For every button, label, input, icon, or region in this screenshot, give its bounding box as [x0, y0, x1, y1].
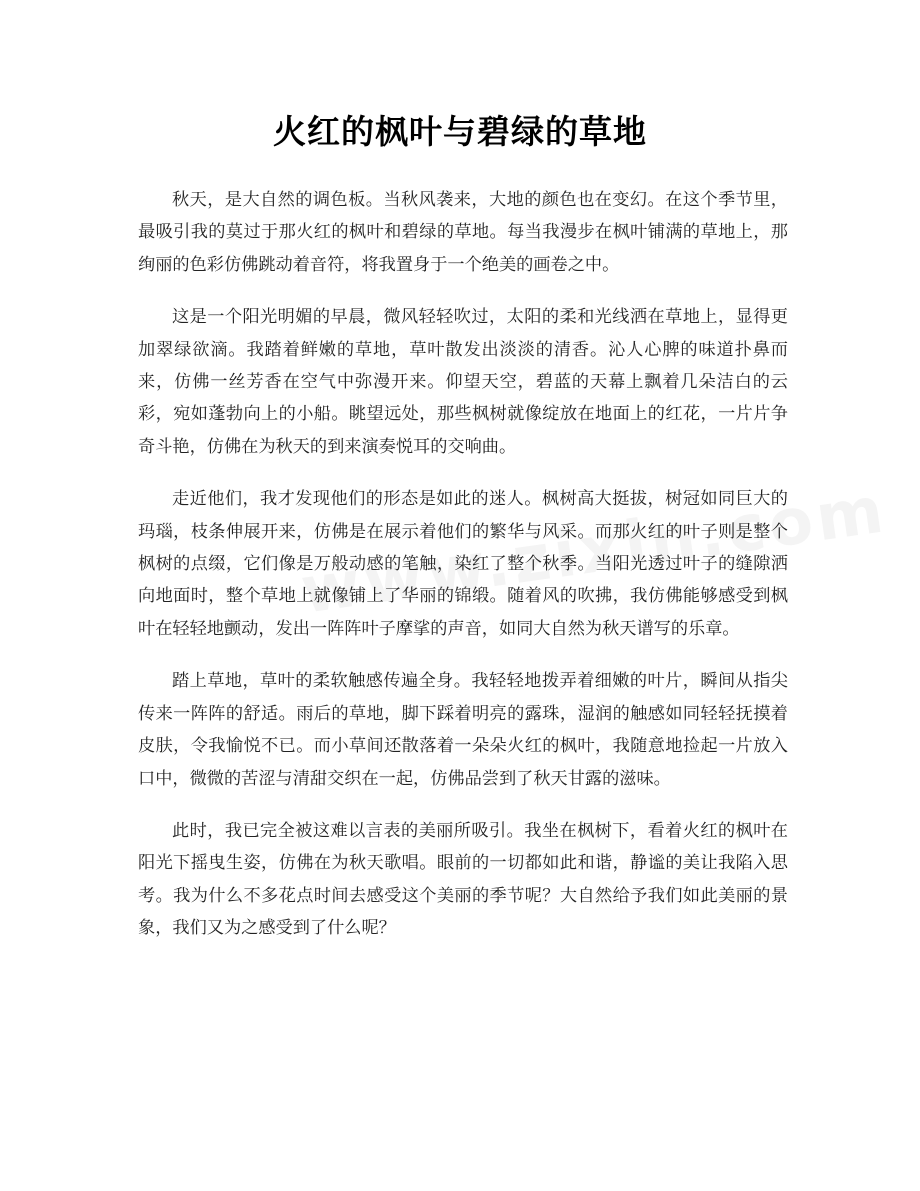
document-body	[138, 184, 788, 965]
paragraph-1: 秋天，是大自然的调色板。当秋风袭来，大地的颜色也在变幻。在这个季节里，最吸引我的莫过于那火红的枫叶和碧绿的草地。每当我漫步在枫叶铺满的草地上，那绚丽的色彩仿佛跳动着音符，将我置身于一个绝美的画卷之中。	[138, 190, 788, 275]
page-title: 火红的枫叶与碧绿的草地	[273, 112, 647, 151]
paragraph-5: 此时，我已完全被这难以言表的美丽所吸引。我坐在枫树下，看着火红的枫叶在阳光下摇曳生姿，仿佛在为秋天歌唱。眼前的一切都如此和谐，静谧的美让我陷入思考。我为什么不多花点时间去感受这个美丽的季节呢？大自然给予我们如此美丽的景象，我们又为之感受到了什么呢？	[138, 820, 788, 939]
paragraph-3: 走近他们，我才发现他们的形态是如此的迷人。枫树高大挺拔，树冠如同巨大的玛瑙，枝条伸展开来，仿佛是在展示着他们的繁华与风采。而那火红的叶子则是整个枫树的点缀，它们像是万般动感的笔触，染红了整个秋季。当阳光透过叶子的缝隙洒向地面时，整个草地上就像铺上了华丽的锦缎。随着风的吹拂，我仿佛能够感受到枫叶在轻轻地颤动，发出一阵阵叶子摩挲的声音，如同大自然为秋天谱写的乐章。	[138, 489, 788, 639]
paragraph-2: 这是一个阳光明媚的早晨，微风轻轻吹过，太阳的柔和光线洒在草地上，显得更加翠绿欲滴。我踏着鲜嫩的草地，草叶散发出淡淡的清香。沁人心脾的味道扑鼻而来，仿佛一丝芳香在空气中弥漫开来。仰望天空，碧蓝的天幕上飘着几朵洁白的云彩，宛如蓬勃向上的小船。眺望远处，那些枫树就像绽放在地面上的红花，一片片争奇斗艳，仿佛在为秋天的到来演奏悦耳的交响曲。	[138, 307, 788, 457]
paragraph-4: 踏上草地，草叶的柔软触感传遍全身。我轻轻地拨弄着细嫩的叶片，瞬间从指尖传来一阵阵的舒适。雨后的草地，脚下踩着明亮的露珠，湿润的触感如同轻轻抚摸着皮肤，令我愉悦不已。而小草间还散落着一朵朵火红的枫叶，我随意地捡起一片放入口中，微微的苦涩与清甜交织在一起，仿佛品尝到了秋天甘露的滋味。	[138, 671, 788, 789]
